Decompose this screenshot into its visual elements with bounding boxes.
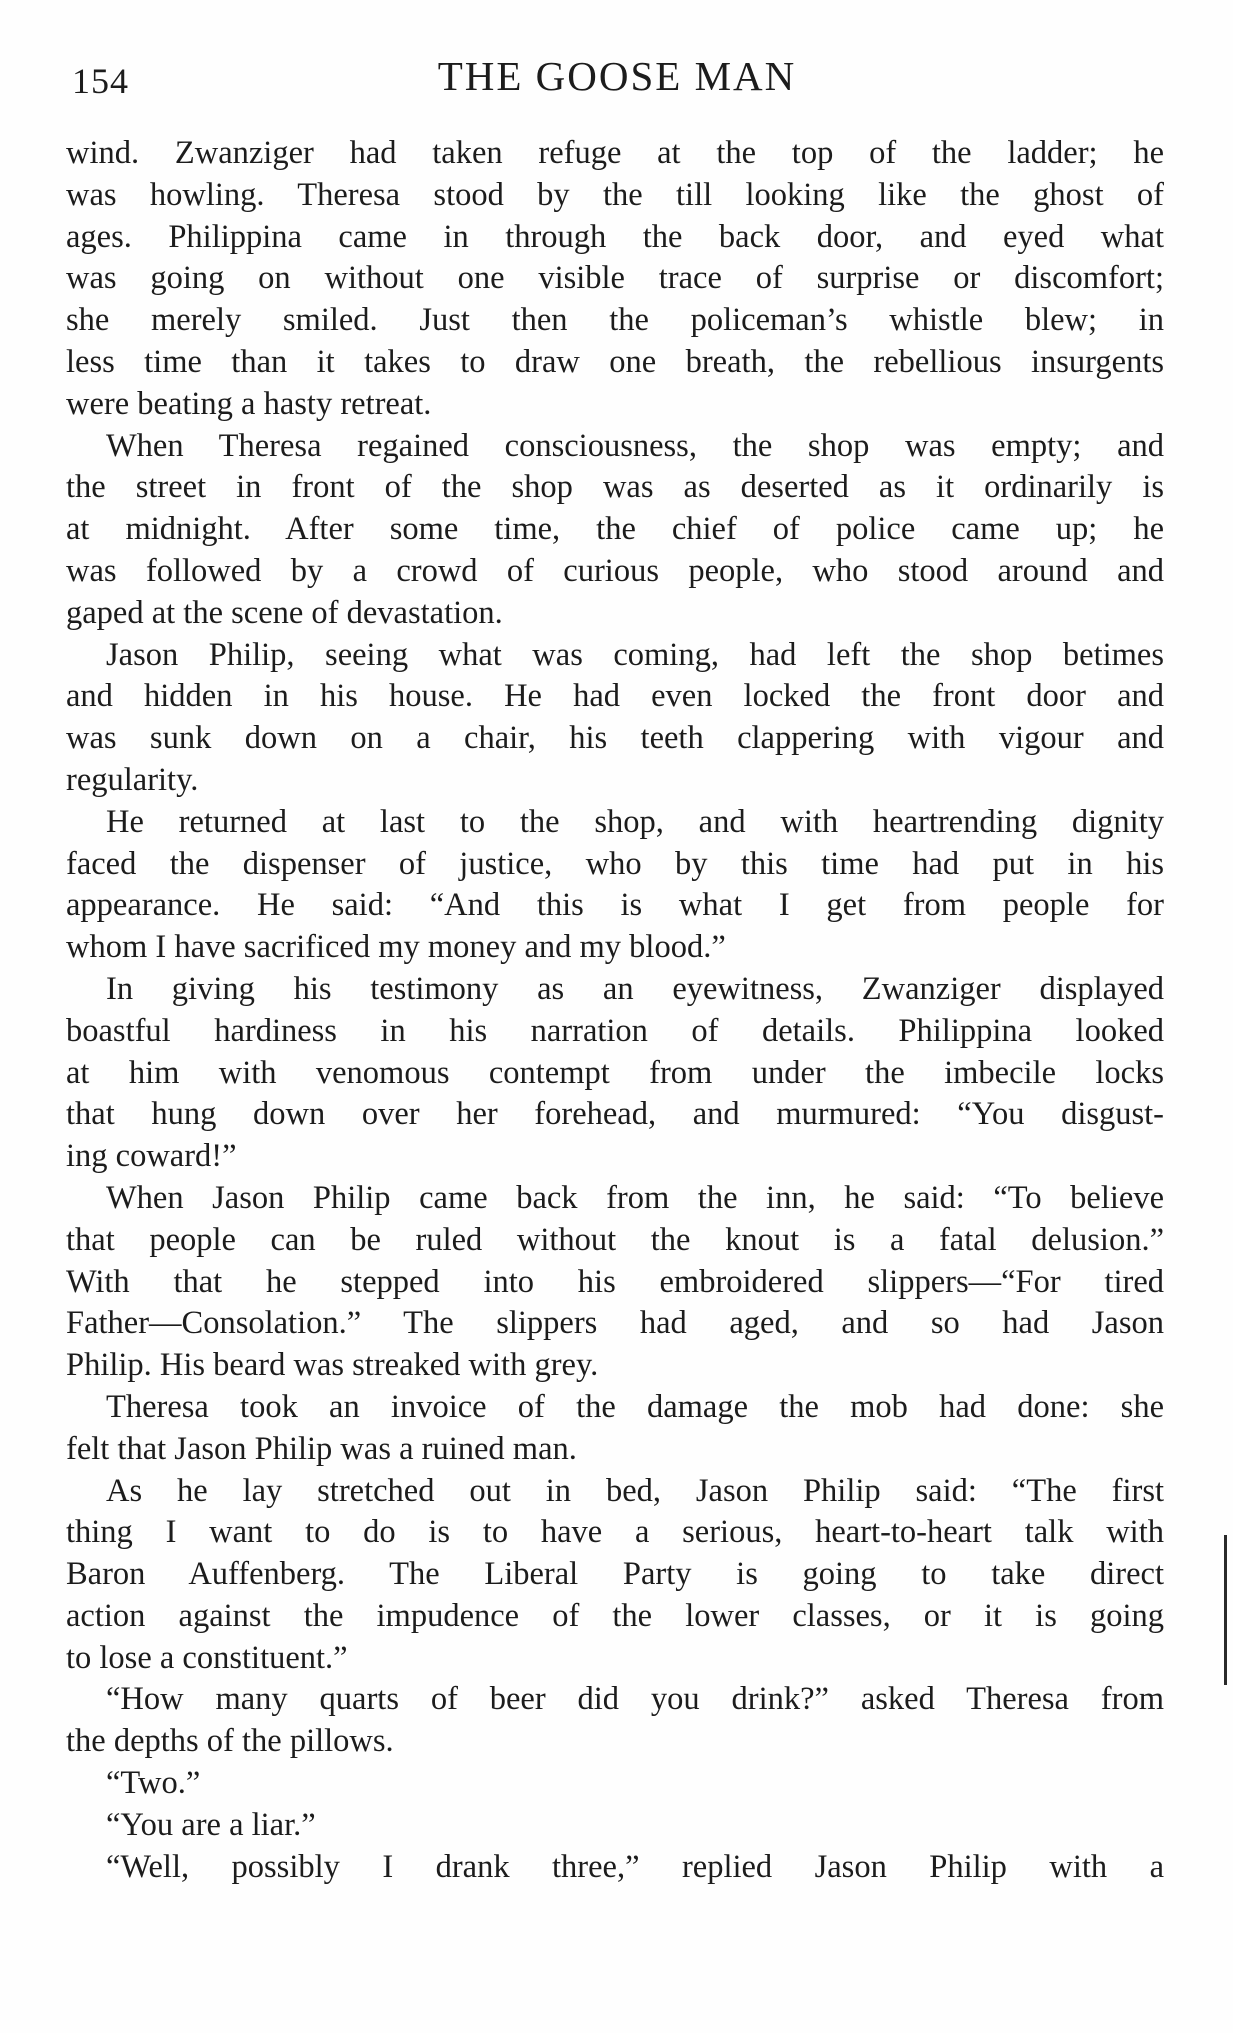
text-line: she merely smiled. Just then the policeman’s whistle blew; in	[66, 302, 1164, 339]
text-line: felt that Jason Philip was a ruined man.	[66, 1430, 577, 1467]
text-line: “Two.”	[106, 1765, 201, 1802]
text-line: ing coward!”	[66, 1138, 237, 1175]
text-line: “How many quarts of beer did you drink?” asked Theresa from	[106, 1681, 1164, 1718]
text-line: was howling. Theresa stood by the till looking like the ghost of	[66, 176, 1164, 213]
text-line: was sunk down on a chair, his teeth clappering with vigour and	[66, 720, 1164, 757]
text-line: “You are a liar.”	[106, 1806, 316, 1843]
text-line: Baron Auffenberg. The Liberal Party is going to take direct	[66, 1556, 1164, 1593]
text-line: As he lay stretched out in bed, Jason Philip said: “The first	[106, 1472, 1164, 1509]
text-line: ages. Philippina came in through the back door, and eyed what	[66, 218, 1164, 255]
text-line: faced the dispenser of justice, who by this time had put in his	[66, 845, 1164, 882]
text-line: When Theresa regained consciousness, the shop was empty; and	[106, 427, 1164, 464]
text-line: the street in front of the shop was as deserted as it ordinarily is	[66, 469, 1164, 506]
text-line: that people can be ruled without the knout is a fatal delusion.”	[66, 1221, 1164, 1258]
text-line: He returned at last to the shop, and with heartrending dignity	[106, 803, 1164, 840]
text-line: Father—Consolation.” The slippers had aged, and so had Jason	[66, 1305, 1164, 1342]
margin-mark	[1224, 1535, 1227, 1685]
text-line: at midnight. After some time, the chief of police came up; he	[66, 511, 1164, 548]
running-title: THE GOOSE MAN	[437, 53, 797, 99]
text-line: appearance. He said: “And this is what I get from people for	[66, 887, 1164, 924]
text-line: With that he stepped into his embroidered slippers—“For tired	[66, 1263, 1164, 1300]
text-line: and hidden in his house. He had even locked the front door and	[66, 678, 1164, 715]
text-line: were beating a hasty retreat.	[66, 385, 432, 422]
text-line: regularity.	[66, 761, 199, 798]
text-line: was going on without one visible trace of surprise or discomfort;	[66, 260, 1164, 297]
text-line: thing I want to do is to have a serious, heart-to-heart talk with	[66, 1514, 1164, 1551]
page-header	[72, 52, 1162, 112]
text-line: less time than it takes to draw one breath, the rebellious insurgents	[66, 343, 1164, 380]
text-line: to lose a constituent.”	[66, 1639, 348, 1676]
text-line: Jason Philip, seeing what was coming, had left the shop betimes	[106, 636, 1164, 673]
text-line: boastful hardiness in his narration of details. Philippina looked	[66, 1012, 1164, 1049]
page-number: 154	[72, 61, 129, 101]
text-line: When Jason Philip came back from the inn, he said: “To believe	[106, 1179, 1164, 1216]
text-line: whom I have sacrificed my money and my blood.”	[66, 929, 726, 966]
text-line: at him with venomous contempt from under the imbecile locks	[66, 1054, 1164, 1091]
text-line: Theresa took an invoice of the damage the mob had done: she	[106, 1388, 1164, 1425]
text-line: wind. Zwanziger had taken refuge at the top of the ladder; he	[66, 135, 1164, 171]
text-line: action against the impudence of the lower classes, or it is going	[66, 1597, 1164, 1634]
text-line: “Well, possibly I drank three,” replied Jason Philip with a	[106, 1848, 1164, 1885]
text-line: In giving his testimony as an eyewitness, Zwanziger displayed	[106, 970, 1164, 1007]
text-line: that hung down over her forehead, and murmured: “You disgust-	[66, 1096, 1164, 1133]
text-line: the depths of the pillows.	[66, 1723, 394, 1760]
text-line: Philip. His beard was streaked with grey.	[66, 1347, 599, 1384]
text-line: gaped at the scene of devastation.	[66, 594, 503, 631]
body-text	[66, 133, 1164, 1888]
text-line: was followed by a crowd of curious people, who stood around and	[66, 552, 1164, 589]
